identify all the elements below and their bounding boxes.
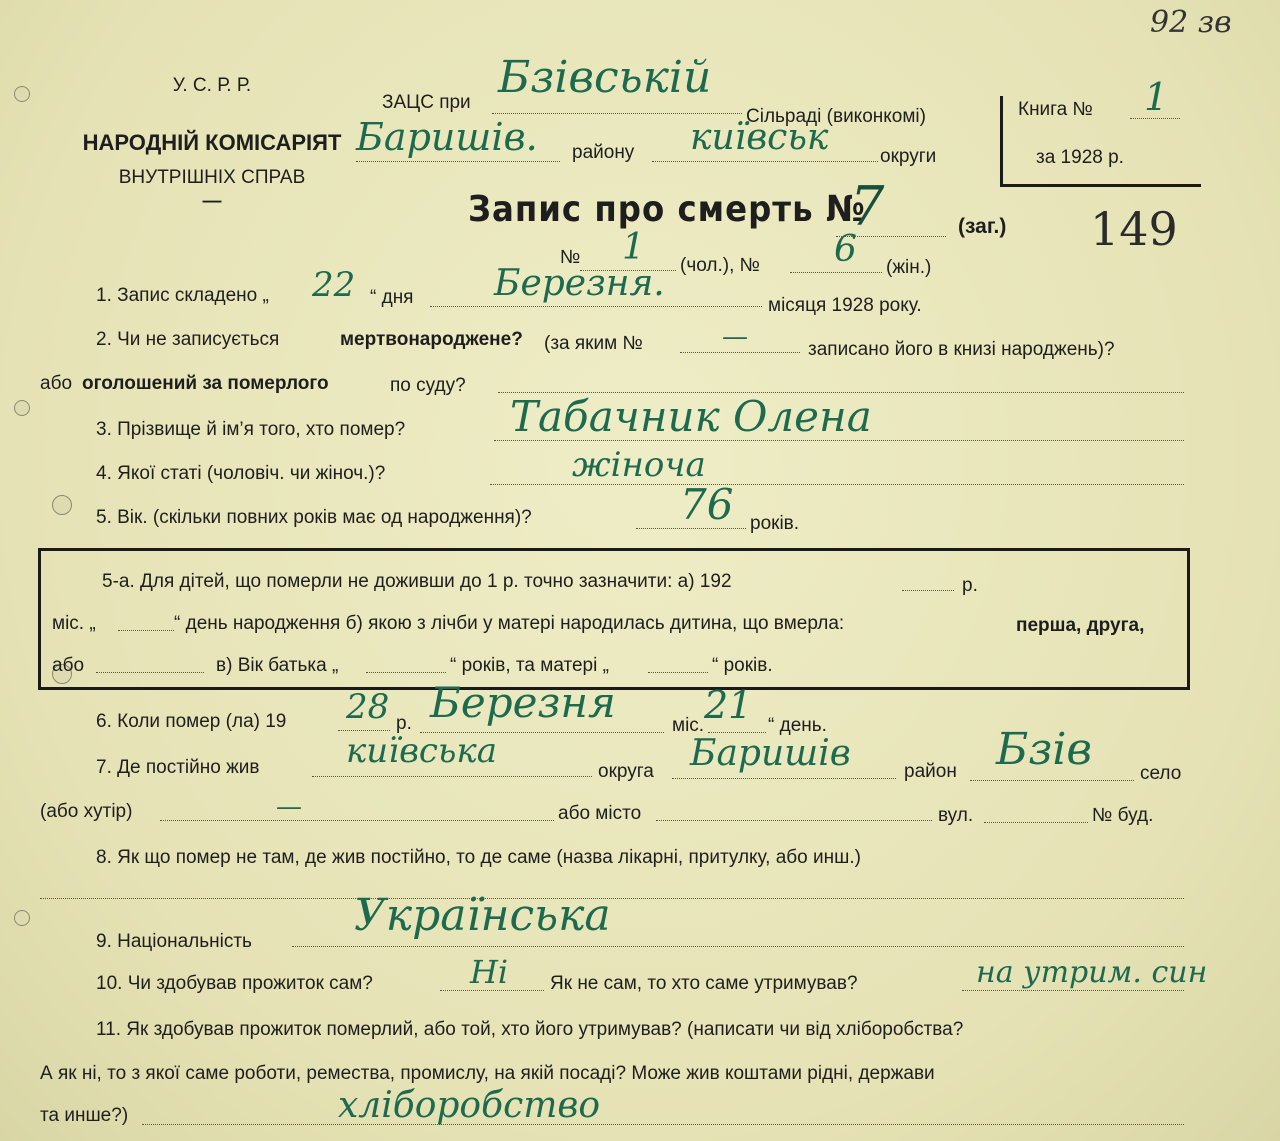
q5-label: 5. Вік. (скільки повних років має од народження)?	[96, 507, 532, 528]
record-number-handwritten: 7	[850, 175, 885, 238]
q6-month-label: міс.	[672, 715, 705, 736]
q7-village-label: село	[1140, 763, 1182, 784]
q5a-line2-dotted	[118, 630, 174, 631]
q3-label: 3. Прізвище й ім’я того, хто помер?	[96, 419, 406, 440]
q7-line2-b: або місто	[558, 803, 642, 824]
q7-rayon-line	[672, 778, 896, 779]
female-number-handwritten: 6	[834, 229, 857, 270]
punch-hole	[14, 910, 30, 926]
district-line	[356, 161, 560, 162]
q1-year-label: місяця 1928 року.	[768, 295, 922, 316]
q5-suffix: років.	[750, 513, 800, 534]
q7-line2-a: (або хутір)	[40, 801, 133, 822]
q11-occupation-handwritten: хліборобство	[338, 1085, 601, 1126]
punch-hole	[14, 400, 30, 416]
q8-label: 8. Як що помер не там, де жив постійно, то де саме (назва лікарні, притулку, або инш.)	[96, 847, 861, 868]
male-label: (чол.), №	[680, 255, 761, 276]
village-council-handwritten: Бзівській	[498, 52, 712, 103]
q9-label: 9. Національність	[96, 931, 252, 952]
q5a-line2-b: “ день народження б) якою з лічби у матері народилась дитина, що вмерла:	[174, 613, 845, 634]
q1-month-handwritten: Березня.	[494, 263, 665, 304]
q8-line	[40, 898, 1184, 899]
punch-hole	[14, 86, 30, 102]
book-label: Книга №	[1018, 99, 1093, 120]
okrug-line	[652, 161, 878, 162]
record-title: Запис про смерть №	[468, 189, 866, 230]
q7-village-line	[970, 780, 1134, 781]
okrug-label: округи	[880, 146, 937, 167]
q6-year-label: р.	[396, 713, 412, 734]
q2-line1-d: записано його в книзі народжень)?	[808, 339, 1115, 360]
q1-day-handwritten: 22	[312, 265, 356, 305]
q1-month-line	[430, 306, 762, 307]
q6-year-handwritten: 28	[346, 687, 390, 727]
archive-mark: 92 зв	[1150, 5, 1232, 40]
female-label: (жін.)	[886, 257, 932, 278]
q6-month-handwritten: Березня	[430, 678, 616, 727]
q7-khutir-handwritten: —	[276, 792, 302, 822]
q2-line2-c: по суду?	[390, 375, 466, 396]
q7-line2-d: № буд.	[1092, 805, 1154, 826]
q5-age-handwritten: 76	[680, 480, 734, 529]
q2-line1-a: 2. Чи не записується	[96, 329, 280, 350]
q11-line3: та инше?)	[40, 1105, 129, 1126]
q5a-line3-dotted-1	[96, 672, 204, 673]
q7-village-handwritten: Бзів	[996, 724, 1093, 775]
q5-line	[636, 528, 746, 529]
q11-line1: 11. Як здобував прожиток померлий, або той, хто його утримував? (написати чи від хліборобства?	[96, 1019, 964, 1040]
q7-rayon-handwritten: Баришів	[690, 733, 851, 774]
q10-self-handwritten: Ні	[470, 953, 509, 991]
female-number-line	[790, 272, 882, 273]
village-council-line	[492, 113, 742, 114]
q10-label2: Як не сам, то хто саме утримував?	[550, 973, 858, 994]
q1-day-label: “ дня	[370, 287, 414, 308]
q5a-line1: 5-а. Для дітей, що померли не доживши до 1 р. точно зазначити: а) 192	[102, 571, 732, 592]
q1-label: 1. Запис складено „	[96, 285, 269, 306]
q2-line1-c: (за яким №	[544, 333, 643, 354]
q6-label: 6. Коли помер (ла) 19	[96, 711, 287, 732]
q7-city-line	[656, 820, 932, 821]
q10-supporter-line	[962, 990, 1184, 991]
q2-line2-a: або	[40, 373, 73, 394]
q10-label: 10. Чи здобував прожиток сам?	[96, 973, 373, 994]
commissariat-label: НАРОДНІЙ КОМІСАРІЯТ	[82, 130, 342, 155]
q7-okrug-handwritten: київська	[346, 731, 497, 771]
general-label: (заг.)	[958, 215, 1007, 238]
header-dash: —	[202, 191, 222, 212]
district-handwritten: Баришів.	[356, 115, 538, 159]
q10-self-line	[440, 990, 544, 991]
q2-line1-b: мертвонароджене?	[340, 329, 523, 350]
q4-line	[490, 484, 1184, 485]
q7-khutir-line	[160, 820, 554, 821]
q7-okrug-line	[312, 776, 592, 777]
q5a-line3-b: в) Вік батька „	[216, 655, 339, 676]
q5a-line1-dotted	[902, 590, 954, 591]
q11-line2: А як ні, то з якої саме роботи, ремества, промислу, на якій посаді? Може жив коштами рідні, держави	[40, 1063, 935, 1084]
q7-okrug-label: округа	[598, 761, 654, 782]
q10-supporter-handwritten: на утрим. син	[976, 955, 1208, 990]
q7-rayon-label: район	[904, 761, 957, 782]
council-label: Сільраді (виконкомі)	[746, 106, 926, 127]
q7-street-line	[984, 822, 1088, 823]
q6-day-label: “ день.	[768, 715, 827, 736]
q9-line	[292, 946, 1184, 947]
q5a-line3-dotted-3	[648, 672, 708, 673]
q5a-line3-a: або	[52, 655, 85, 676]
male-number-handwritten: 1	[622, 227, 645, 268]
q4-sex-handwritten: жіноча	[572, 445, 706, 485]
okrug-handwritten: київськ	[690, 117, 829, 158]
q5a-line3-d: “ років.	[712, 655, 773, 676]
q2-number-handwritten: —	[722, 322, 748, 352]
book-number-handwritten: 1	[1144, 75, 1169, 119]
q9-nationality-handwritten: Українська	[354, 890, 611, 941]
q2-number-line	[680, 352, 800, 353]
q7-line2-c: вул.	[938, 805, 974, 826]
republic-label: У. С. Р. Р.	[172, 75, 252, 96]
q4-label: 4. Якої статі (чоловіч. чи жіноч.)?	[96, 463, 386, 484]
book-year: за 1928 р.	[1036, 147, 1124, 168]
q11-line	[142, 1124, 1184, 1125]
alt-number-handwritten: 149	[1090, 202, 1178, 256]
q5a-line3-c: “ років, та матері „	[450, 655, 609, 676]
q3-name-handwritten: Табачник Олена	[510, 392, 872, 441]
q3-line	[494, 440, 1184, 441]
q5a-line1-end: р.	[962, 575, 978, 596]
q5a-line2-c: перша, друга,	[1016, 615, 1145, 636]
q2-line2-b: оголошений за померлого	[82, 373, 329, 394]
q7-label: 7. Де постійно жив	[96, 757, 260, 778]
q5a-line2-a: міс. „	[52, 613, 96, 634]
district-label: району	[572, 142, 635, 163]
ministry-label: ВНУТРІШНІХ СПРАВ	[118, 167, 306, 188]
q6-day-handwritten: 21	[704, 683, 753, 727]
punch-hole	[52, 495, 72, 515]
zacs-label: ЗАЦС при	[382, 92, 471, 113]
q5a-line3-dotted-2	[366, 672, 446, 673]
no-label: №	[560, 247, 581, 268]
book-number-line	[1130, 118, 1180, 119]
